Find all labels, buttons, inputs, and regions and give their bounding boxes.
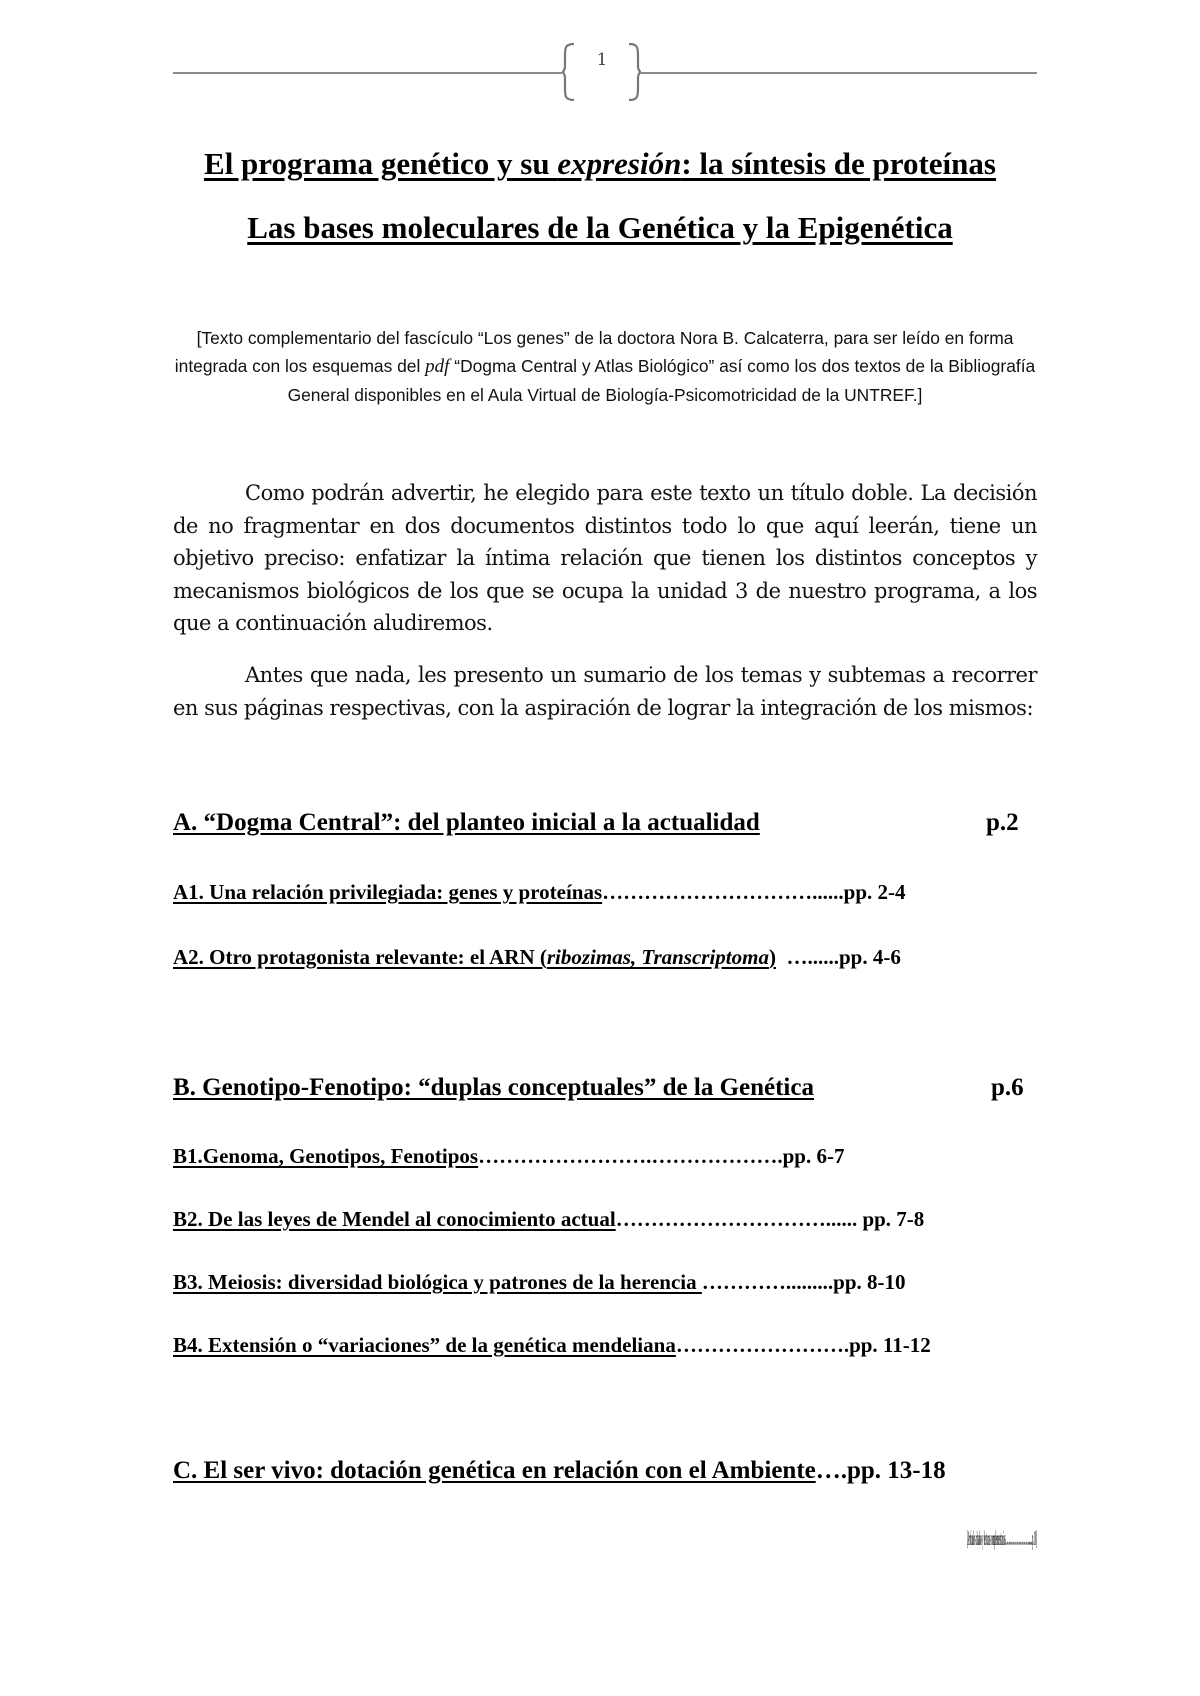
toc-item-a2: A2. Otro protagonista relevante: el ARN (ribozimas, Transcriptoma) …......pp. 4-6 bbox=[173, 945, 901, 969]
toc-section-a-page: p.2 bbox=[986, 809, 1019, 836]
toc-item-b3: B3. Meiosis: diversidad biológica y patrones de la herencia ………….........pp. 8-10 bbox=[173, 1270, 906, 1294]
header-rule-left bbox=[173, 72, 562, 74]
complementary-note: [Texto complementario del fascículo “Los genes” de la doctora Nora B. Calcaterra, para ser leído en forma integrada con los esquemas del pdf “Dogma Central y Atlas Biológico” así como los dos textos de la Bibliografía General disponibles en el Aula Virtual de Biología-Psicomotricidad de la UNTREF.] bbox=[174, 328, 1036, 405]
toc-item-b1: B1.Genoma, Genotipos, Fenotipos…………………….……………….pp. 6-7 bbox=[173, 1144, 845, 1168]
document-subtitle: Las bases moleculares de la Genética y la Epigenética bbox=[247, 210, 953, 245]
header-rule-right bbox=[640, 72, 1037, 74]
intro-paragraph: Como podrán advertir, he elegido para este texto un título doble. La decisión de no fragmentar en dos documentos distintos todo lo que aquí leerán, tiene un objetivo preciso: enfatizar la íntima relación que tienen los distintos conceptos y mecanismos biológicos de los que se ocupa la unidad 3 de nuestro programa, a los que a continuación aludiremos. bbox=[173, 481, 1037, 635]
toc-refs-line: [Artículos citados y lecturas complementarias………………………………......p. 18] bbox=[967, 1526, 1037, 1550]
page-bracket-left bbox=[561, 42, 575, 102]
toc-section-c: C. El ser vivo: dotación genética en relación con el Ambiente….pp. 13-18 bbox=[173, 1457, 946, 1484]
toc-section-a: A. “Dogma Central”: del planteo inicial a la actualidad bbox=[173, 809, 760, 836]
summary-paragraph: Antes que nada, les presento un sumario de los temas y subtemas a recorrer en sus páginas respectivas, con la aspiración de lograr la integración de los mismos: bbox=[173, 663, 1037, 720]
toc-item-b2: B2. De las leyes de Mendel al conocimiento actual…………………………...... pp. 7-8 bbox=[173, 1207, 925, 1231]
toc-section-b-page: p.6 bbox=[991, 1074, 1024, 1101]
document-title: El programa genético y su expresión: la síntesis de proteínas bbox=[204, 146, 996, 181]
toc-section-b: B. Genotipo-Fenotipo: “duplas conceptuales” de la Genética bbox=[173, 1074, 814, 1101]
toc-item-b4: B4. Extensión o “variaciones” de la genética mendeliana…………………….pp. 11-12 bbox=[173, 1333, 931, 1357]
toc-item-a1: A1. Una relación privilegiada: genes y proteínas…………………………......pp. 2-4 bbox=[173, 880, 906, 904]
page-number: 1 bbox=[596, 50, 608, 70]
